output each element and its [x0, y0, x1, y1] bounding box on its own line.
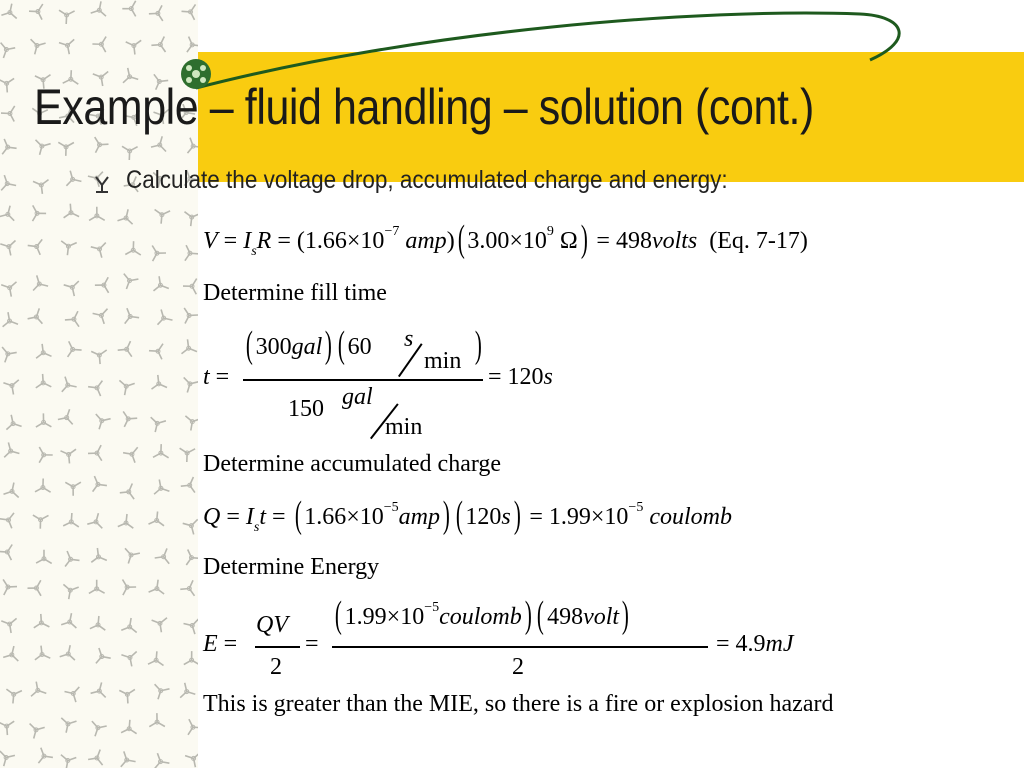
pattern-glyph: [87, 513, 102, 528]
pattern-glyph: [185, 752, 198, 767]
label-energy: Determine Energy: [203, 554, 380, 580]
label-charge: Determine accumulated charge: [203, 451, 502, 477]
pattern-glyph: [124, 274, 139, 289]
pattern-glyph: [61, 613, 76, 628]
pattern-glyph: [183, 519, 198, 534]
slide: Example – fluid handling – solution (cont.) Calculate the voltage drop, accumulated charge and energy: $V = I_sR = (1.66\times 10^{-7}$ amp)( $3.00\times 10^9$ Ω) = 498volts (Eq. 7-17) Determine fill time t = ( 300gal) ( 60 s min ) 150 gal min = 120s Determine accumulated charge $Q = I_st$ = ( $1.66\times 10^{-5}amp$) ( $120s) = 1.99\times 10^{-5}$ coulomb Determine Energy E = QV 2 = ( $1.99\times 10^{-5}coulomb$) ( 498volt) 2 = 4.9mJ This is greater than the MIE, so there is a fire or explosion hazard: [0, 0, 1024, 768]
pattern-glyph: [149, 512, 165, 526]
pattern-glyph: [3, 646, 18, 661]
pattern-glyph: [3, 380, 18, 395]
pattern-glyph: [2, 139, 16, 154]
pattern-glyph: [155, 684, 170, 699]
pattern-glyph: [68, 341, 82, 357]
pattern-glyph: [185, 416, 198, 431]
pattern-glyph: [121, 652, 136, 667]
pattern-glyph: [121, 618, 136, 633]
pattern-glyph: [3, 579, 17, 595]
pattern-glyph: [96, 648, 111, 663]
pattern-glyph: [184, 377, 198, 392]
pattern-glyph: [61, 241, 76, 255]
pattern-glyph: [180, 448, 196, 462]
pattern-glyph: [61, 449, 77, 463]
pattern-glyph: [65, 311, 79, 327]
pattern-glyph: [0, 241, 15, 256]
pattern-glyph: [152, 375, 168, 389]
pattern-glyph: [58, 409, 73, 424]
pattern-glyph: [0, 513, 14, 528]
pattern-glyph: [4, 442, 19, 457]
pattern-glyph: [1, 618, 16, 633]
pattern-glyph: [6, 689, 22, 703]
label-fill-time: Determine fill time: [203, 280, 387, 306]
pattern-glyph: [0, 721, 14, 735]
pattern-glyph: [28, 239, 43, 254]
pattern-glyph: [95, 277, 109, 293]
pattern-glyph: [64, 281, 79, 296]
pattern-glyph: [33, 515, 49, 529]
pattern-glyph: [30, 724, 45, 739]
pattern-glyph: [88, 445, 102, 461]
pattern-glyph: [152, 618, 167, 632]
pattern-glyph: [28, 580, 42, 596]
pattern-glyph: [125, 548, 140, 563]
pattern-glyph: [35, 646, 50, 660]
pattern-glyph: [188, 719, 198, 735]
slide-title: Example – fluid handling – solution (cont.): [34, 79, 814, 135]
pattern-glyph: [36, 374, 52, 388]
pattern-glyph: [65, 551, 79, 567]
voltage-equation: $V = I_sR = (1.66\times 10^{-7}$ amp)( $3.00\times 10^9$ Ω) = 498volts (Eq. 7-17): [203, 218, 808, 261]
pattern-glyph: [153, 444, 169, 458]
pattern-glyph: [58, 142, 74, 156]
pattern-glyph: [28, 308, 43, 323]
pattern-glyph: [154, 276, 169, 291]
pattern-glyph: [64, 204, 80, 218]
pattern-glyph: [66, 171, 81, 186]
pattern-glyph: [90, 616, 105, 630]
pattern-glyph: [33, 180, 49, 194]
pattern-glyph: [181, 477, 195, 493]
pattern-glyph: [123, 447, 138, 462]
pattern-glyph: [96, 414, 111, 429]
pattern-glyph: [1, 175, 16, 190]
pattern-glyph: [152, 246, 166, 262]
pattern-glyph: [91, 243, 106, 258]
pattern-glyph: [149, 713, 165, 727]
pattern-glyph: [91, 548, 107, 562]
pattern-glyph: [180, 580, 194, 596]
pattern-glyph: [0, 545, 12, 561]
pattern-glyph: [0, 751, 15, 766]
pattern-glyph: [36, 140, 51, 155]
pattern-glyph: [158, 310, 173, 325]
pattern-glyph: [65, 687, 80, 702]
pattern-glyph: [188, 138, 199, 153]
pattern-glyph: [119, 380, 134, 395]
pattern-glyph: [38, 748, 53, 763]
pattern-glyph: [184, 651, 198, 665]
charge-equation: $Q = I_st$ = ( $1.66\times 10^{-5}amp$) ( $120s) = 1.99\times 10^{-5}$ coulomb: [203, 494, 732, 537]
pattern-glyph: [184, 619, 199, 634]
pattern-glyph: [148, 651, 164, 665]
pattern-glyph: [3, 312, 18, 327]
pattern-glyph: [61, 718, 76, 733]
pattern-glyph: [65, 482, 81, 496]
pattern-glyph: [155, 210, 171, 224]
pattern-glyph: [60, 645, 75, 660]
pattern-glyph: [93, 476, 107, 492]
pattern-glyph: [151, 417, 166, 432]
pattern-glyph: [6, 415, 21, 430]
pattern-glyph: [63, 584, 78, 599]
pattern-glyph: [36, 413, 52, 427]
pattern-glyph: [155, 548, 170, 563]
pattern-glyph: [182, 339, 198, 353]
pattern-glyph: [0, 206, 14, 221]
pattern-glyph: [91, 350, 107, 364]
pattern-glyph: [89, 580, 105, 594]
pattern-glyph: [61, 755, 76, 768]
pattern-glyph: [34, 614, 50, 628]
pattern-glyph: [33, 205, 47, 221]
pattern-glyph: [119, 689, 135, 703]
pattern-glyph: [125, 241, 141, 255]
pattern-glyph: [151, 136, 166, 151]
pattern-glyph: [155, 753, 170, 768]
pattern-glyph: [183, 279, 197, 295]
pattern-glyph: [35, 479, 51, 493]
pattern-glyph: [2, 347, 17, 362]
pattern-glyph: [93, 309, 108, 324]
molecule-bullet-icon: [92, 174, 112, 194]
pattern-glyph: [185, 245, 198, 261]
bullet-text: Calculate the voltage drop, accumulated charge and energy:: [126, 166, 728, 194]
pattern-glyph: [180, 683, 195, 698]
conclusion-text: This is greater than the MIE, so there is a fire or explosion hazard: [203, 691, 834, 717]
pattern-glyph: [92, 721, 107, 736]
pattern-glyph: [88, 750, 103, 766]
pattern-glyph: [149, 580, 165, 594]
pattern-glyph: [36, 344, 51, 358]
pattern-glyph: [123, 580, 137, 596]
pattern-glyph: [95, 137, 109, 153]
pattern-glyph: [185, 212, 199, 226]
pattern-glyph: [4, 483, 19, 498]
pattern-glyph: [123, 411, 137, 427]
pattern-glyph: [89, 207, 105, 221]
pattern-glyph: [125, 308, 139, 323]
pattern-glyph: [149, 344, 163, 360]
pattern-glyph: [120, 484, 134, 500]
pattern-glyph: [1, 282, 16, 297]
pattern-glyph: [118, 209, 133, 224]
pattern-glyph: [39, 447, 53, 463]
pattern-glyph: [33, 275, 48, 290]
pattern-glyph: [122, 146, 138, 160]
pattern-glyph: [118, 341, 132, 357]
pattern-glyph: [186, 550, 198, 566]
pattern-glyph: [31, 682, 46, 697]
pattern-glyph: [121, 720, 137, 734]
pattern-glyph: [36, 550, 52, 564]
pattern-glyph: [91, 682, 106, 697]
pattern-glyph: [88, 381, 102, 397]
pattern-glyph: [63, 513, 79, 527]
pattern-glyph: [184, 308, 198, 324]
pattern-glyph: [118, 514, 134, 528]
pattern-glyph: [62, 377, 77, 392]
pattern-glyph: [154, 480, 169, 495]
pattern-glyph: [121, 751, 136, 766]
